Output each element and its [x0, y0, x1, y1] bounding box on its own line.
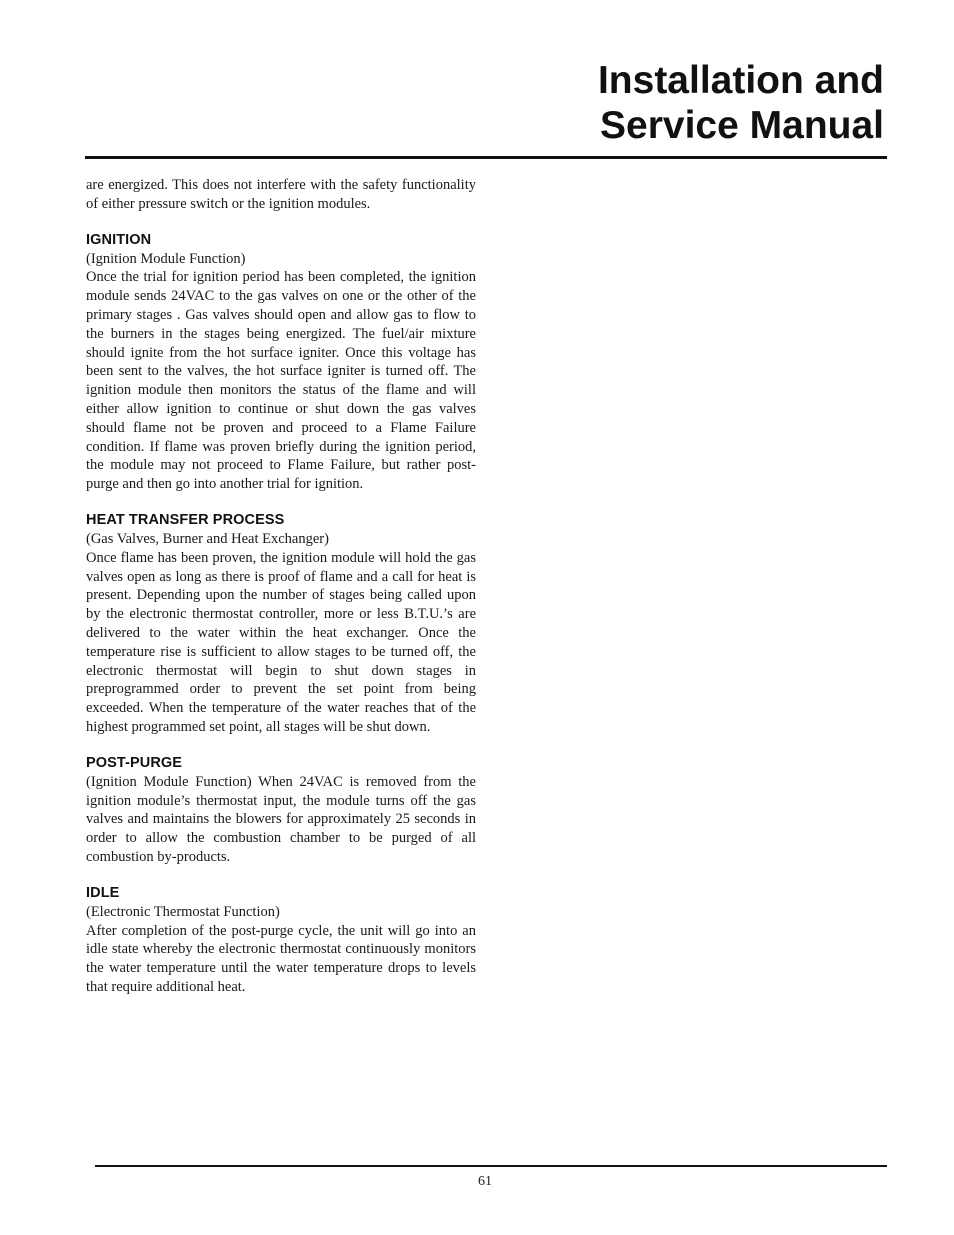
section-subtitle: (Ignition Module Function) — [86, 250, 246, 267]
section-subtitle: (Gas Valves, Burner and Heat Exchanger) — [86, 530, 329, 547]
section-subtitle: (Electronic Thermostat Function) — [86, 903, 280, 920]
page-title — [284, 58, 884, 148]
text-column — [86, 176, 476, 1014]
header-rule — [85, 156, 887, 159]
section-heading: POST-PURGE — [86, 754, 183, 771]
title-line-1: Installation and — [597, 59, 884, 102]
section-idle — [86, 884, 476, 997]
title-line-2: Service Manual — [600, 104, 884, 147]
section-body: Once the trial for ignition period has been completed, the ignition module sends 24VAC to the gas valves on one or the other of the primary stages . Gas valves should open and allow gas to flow to the burners in the stages being energized. The fuel/air mixture should ignite from the hot surface igniter. Once this voltage has been sent to the valves, the hot surface igniter is turned off. The ignition module then monitors the status of the flame and will either allow ignition to continue or shut down the gas valves should flame not be proven and proceed to a Flame Failure condition. If flame was proven briefly during the ignition period, the module may not proceed to Flame Failure, but rather post-purge and then go into another trial for ignition. — [86, 269, 476, 493]
section-body: (Ignition Module Function) When 24VAC is removed from the ignition module’s thermostat input, the module turns off the gas valves and maintains the blowers for approximately 25 seconds in order to allow the combustion chamber to be purged of all combustion by-products. — [86, 773, 476, 865]
section-post-purge — [86, 754, 476, 867]
section-heading: IDLE — [86, 884, 120, 901]
section-body: After completion of the post-purge cycle, the unit will go into an idle state whereby the electronic thermostat continuously monitors the water temperature until the water temperature drops to levels that require additional heat. — [86, 922, 476, 995]
section-heading: HEAT TRANSFER PROCESS — [86, 511, 285, 528]
section-heading: IGNITION — [86, 231, 152, 248]
footer-rule — [95, 1165, 887, 1167]
section-ignition — [86, 231, 476, 494]
page-number: 61 — [478, 1174, 492, 1189]
intro-paragraph: are energized. This does not interfere with the safety functionality of either pressure switch or the ignition modules. — [86, 177, 476, 212]
section-body: Once flame has been proven, the ignition module will hold the gas valves open as long as there is proof of flame and a call for heat is present. Depending upon the number of stages being called upon by the electronic thermostat controller, more or less B.T.U.’s are delivered to the water within the heat exchanger. Once the temperature rise is sufficient to allow stages to be turned off, the electronic thermostat will begin to shut down stages in preprogrammed order to prevent the set point from being exceeded. When the temperature of the water reaches that of the highest programmed set point, all stages will be shut down. — [86, 549, 476, 735]
section-heat-transfer-process — [86, 511, 476, 737]
